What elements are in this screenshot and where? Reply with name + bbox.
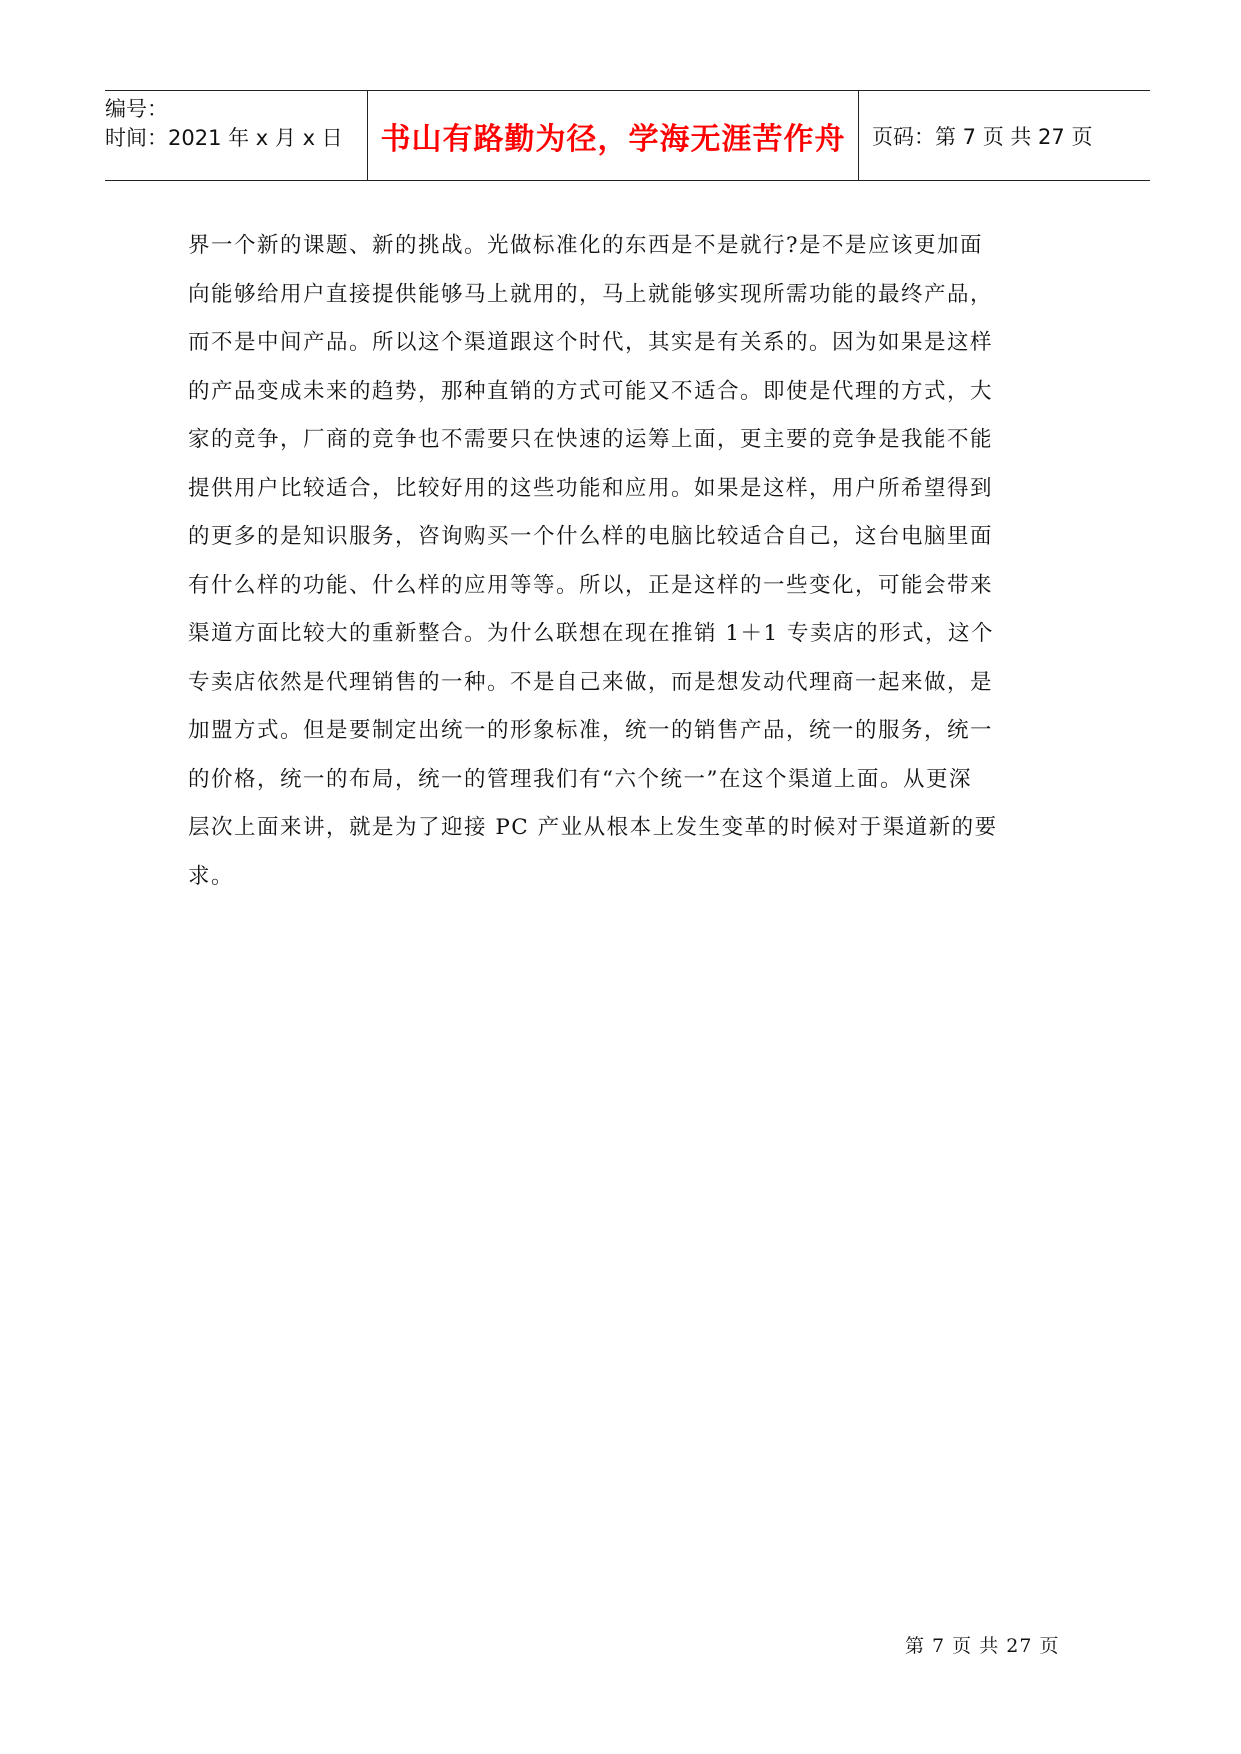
header-page-code: 页码：第 7 页 共 27 页 [872,124,1093,149]
body-line: 的产品变成未来的趋势，那种直销的方式可能又不适合。即使是代理的方式，大 [188,378,994,404]
body-line: 提供用户比较适合，比较好用的这些功能和应用。如果是这样，用户所希望得到 [188,475,994,501]
header-motto: 书山有路勤为径，学海无涯苦作舟 [368,91,859,180]
body-line: 家的竞争，厂商的竞争也不需要只在快速的运筹上面，更主要的竞争是我能不能 [188,427,994,452]
header-meta-cell [105,91,368,180]
body-line: 向能够给用户直接提供能够马上就用的，马上就能够实现所需功能的最终产品， [188,281,994,307]
body-line: 求。 [188,863,235,889]
body-line: 的更多的是知识服务，咨询购买一个什么样的电脑比较适合自己，这台电脑里面 [188,524,994,549]
page-footer: 第 7 页 共 27 页 [905,1635,1060,1657]
document-number-label: 编号： [105,97,168,121]
body-line: 有什么样的功能、什么样的应用等等。所以，正是这样的一些变化，可能会带来 [188,572,994,598]
body-line: 的价格，统一的布局，统一的管理我们有“六个统一”在这个渠道上面。从更深 [188,766,972,792]
body-line: 而不是中间产品。所以这个渠道跟这个时代，其实是有关系的。因为如果是这样 [188,330,994,355]
body-line: 加盟方式。但是要制定出统一的形象标准，统一的销售产品，统一的服务，统一 [188,718,994,743]
document-date-label: 时间：2021 年 x 月 x 日 [105,126,343,150]
body-line: 渠道方面比较大的重新整合。为什么联想在现在推销 1＋1 专卖店的形式，这个 [188,621,995,646]
body-paragraph [188,222,1068,901]
body-line: 界一个新的课题、新的挑战。光做标准化的东西是不是就行?是不是应该更加面 [188,233,984,258]
body-line: 层次上面来讲，就是为了迎接 PC 产业从根本上发生变革的时候对于渠道新的要 [188,815,998,840]
page-header [105,90,1150,181]
body-line: 专卖店依然是代理销售的一种。不是自己来做，而是想发动代理商一起来做，是 [188,669,994,695]
